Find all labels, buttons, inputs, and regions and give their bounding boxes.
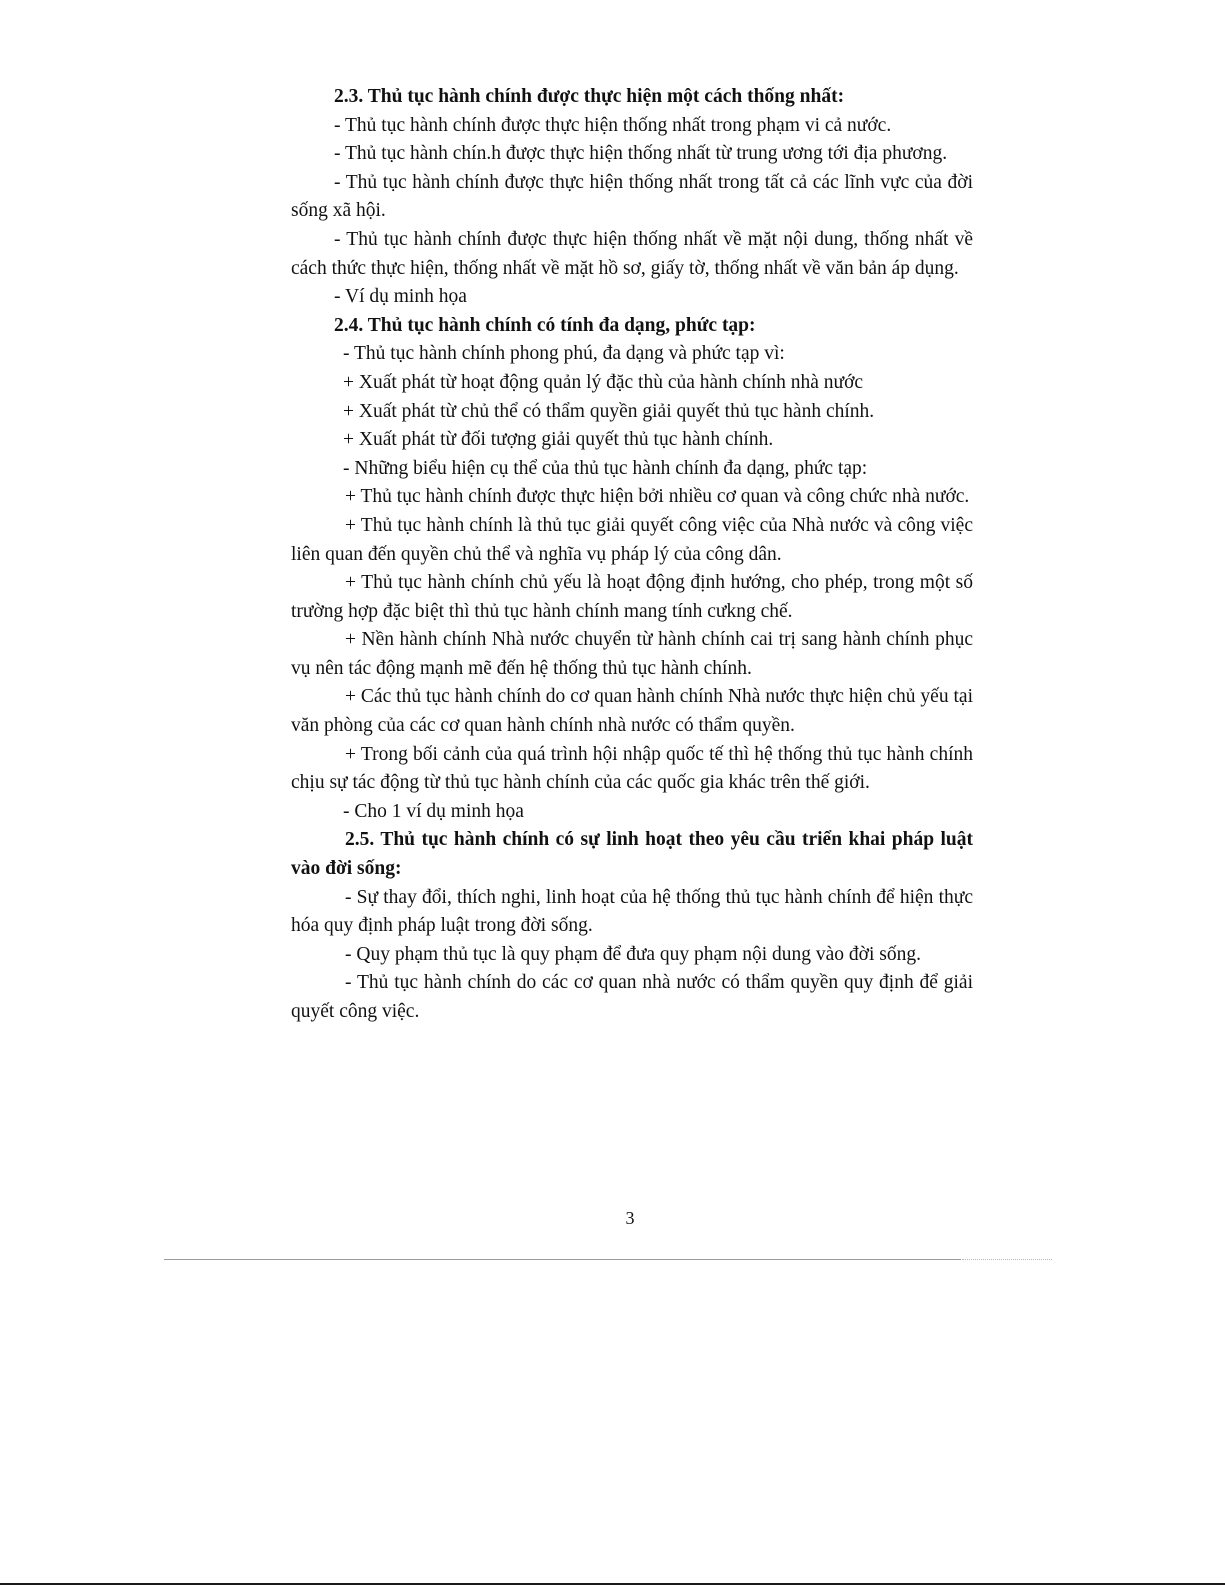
list-item: - Thủ tục hành chính do các cơ quan nhà nước có thẩm quyền quy định để giải quyết công việc.	[291, 972, 973, 1022]
list-item: - Thủ tục hành chính phong phú, đa dạng và phức tạp vì:	[343, 343, 785, 365]
list-item: + Thủ tục hành chính chủ yếu là hoạt động định hướng, cho phép, trong một số trường hợp đặc biệt thì thủ tục hành chính mang tính cưkng chế.	[291, 572, 973, 622]
page-divider-dotted	[962, 1259, 1052, 1260]
list-item: - Sự thay đổi, thích nghi, linh hoạt của hệ thống thủ tục hành chính để hiện thực hóa quy định pháp luật trong đời sống.	[291, 886, 973, 937]
list-item: + Nền hành chính Nhà nước chuyển từ hành chính cai trị sang hành chính phục vụ nên tác động mạnh mẽ đến hệ thống thủ tục hành chính.	[291, 629, 973, 679]
list-item: + Các thủ tục hành chính do cơ quan hành chính Nhà nước thực hiện chủ yếu tại văn phòng của các cơ quan hành chính nhà nước có thẩm quyền.	[291, 686, 973, 737]
list-item: - Thủ tục hành chín.h được thực hiện thống nhất từ trung ương tới địa phương.	[334, 143, 948, 165]
list-item: + Xuất phát từ đối tượng giải quyết thủ tục hành chính.	[343, 429, 774, 451]
list-item: - Thủ tục hành chính được thực hiện thống nhất trong phạm vi cả nước.	[334, 114, 892, 136]
list-item: - Thủ tục hành chính được thực hiện thống nhất trong tất cả các lĩnh vực của đời sống xã hội.	[291, 171, 973, 222]
section-heading-2-5: 2.5. Thủ tục hành chính có sự linh hoạt theo yêu cầu triển khai pháp luật vào đời sống:	[291, 829, 973, 880]
list-item: + Xuất phát từ chủ thể có thẩm quyền giải quyết thủ tục hành chính.	[343, 400, 875, 422]
list-item: + Thủ tục hành chính là thủ tục giải quyết công việc của Nhà nước và công việc liên quan đến quyền chủ thể và nghĩa vụ pháp lý của công dân.	[291, 514, 973, 565]
list-item: - Những biểu hiện cụ thể của thủ tục hành chính đa dạng, phức tạp:	[343, 457, 868, 479]
list-item: + Trong bối cảnh của quá trình hội nhập quốc tế thì hệ thống thủ tục hành chính chịu sự tác động từ thủ tục hành chính của các quốc gia khác trên thế giới.	[291, 743, 973, 794]
document-body	[291, 83, 973, 1027]
page-number: 3	[625, 1208, 635, 1228]
list-item: - Thủ tục hành chính được thực hiện thống nhất về mặt nội dung, thống nhất về cách thức thực hiện, thống nhất về mặt hồ sơ, giấy tờ, thống nhất về văn bản áp dụng.	[291, 228, 973, 279]
section-heading-2-3: 2.3. Thủ tục hành chính được thực hiện một cách thống nhất:	[334, 86, 845, 107]
list-item: + Xuất phát từ hoạt động quản lý đặc thù của hành chính nhà nước	[343, 371, 864, 393]
page-divider	[164, 1259, 961, 1260]
list-item: - Ví dụ minh họa	[334, 286, 467, 308]
section-heading-2-4: 2.4. Thủ tục hành chính có tính đa dạng, phức tạp:	[334, 314, 756, 336]
list-item: - Cho 1 ví dụ minh họa	[343, 800, 524, 822]
list-item: + Thủ tục hành chính được thực hiện bởi nhiều cơ quan và công chức nhà nước.	[345, 486, 970, 508]
list-item: - Quy phạm thủ tục là quy phạm để đưa quy phạm nội dung vào đời sống.	[345, 943, 922, 965]
